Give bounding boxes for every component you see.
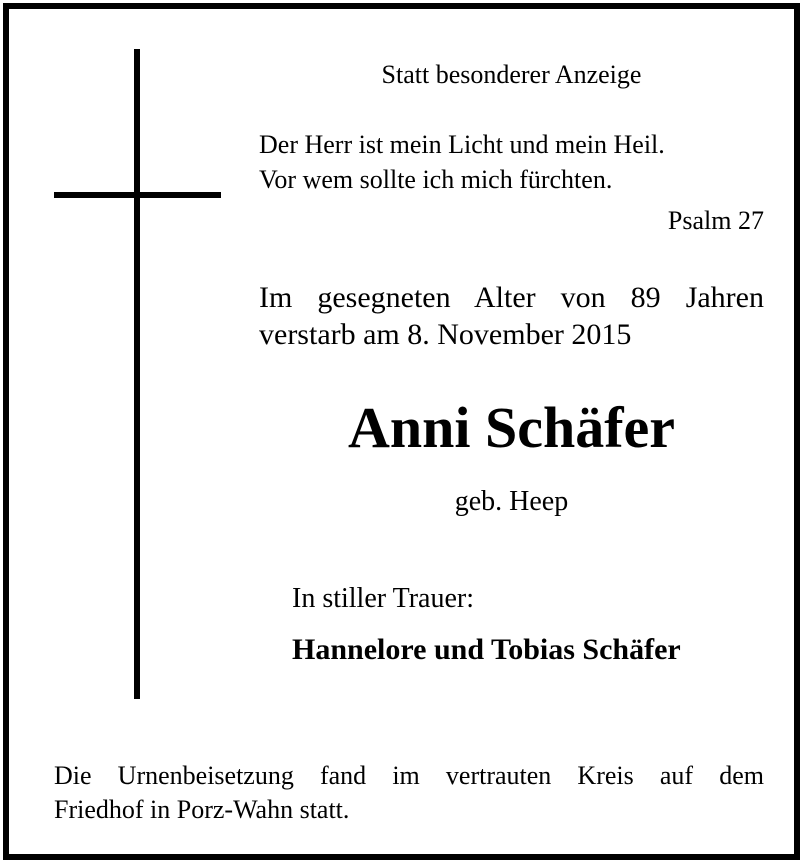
verse-source: Psalm 27 [667,206,764,235]
cross-vertical-bar [134,49,140,699]
verse-line: Vor wem sollte ich mich fürchten. [259,165,613,194]
cross-horizontal-bar [54,192,221,198]
age-line: Im gesegneten Alter von 89 Jahren [259,281,764,314]
birth-name: geb. Heep [454,486,569,517]
bible-verse [259,127,665,197]
burial-info-line: Friedhof in Porz-Wahn statt. [54,795,350,824]
mourners-names: Hannelore und Tobias Schäfer [292,633,681,666]
burial-info-line: Die Urnenbeisetzung fand im vertrauten Kreis auf dem [54,761,764,790]
deceased-name: Anni Schäfer [347,395,676,460]
obituary-notice [3,3,800,860]
notice-header: Statt besonderer Anzeige [381,60,642,89]
verse-line: Der Herr ist mein Licht und mein Heil. [259,130,665,159]
mourning-label: In stiller Trauer: [292,583,474,614]
death-date-line: verstarb am 8. November 2015 [259,318,632,351]
